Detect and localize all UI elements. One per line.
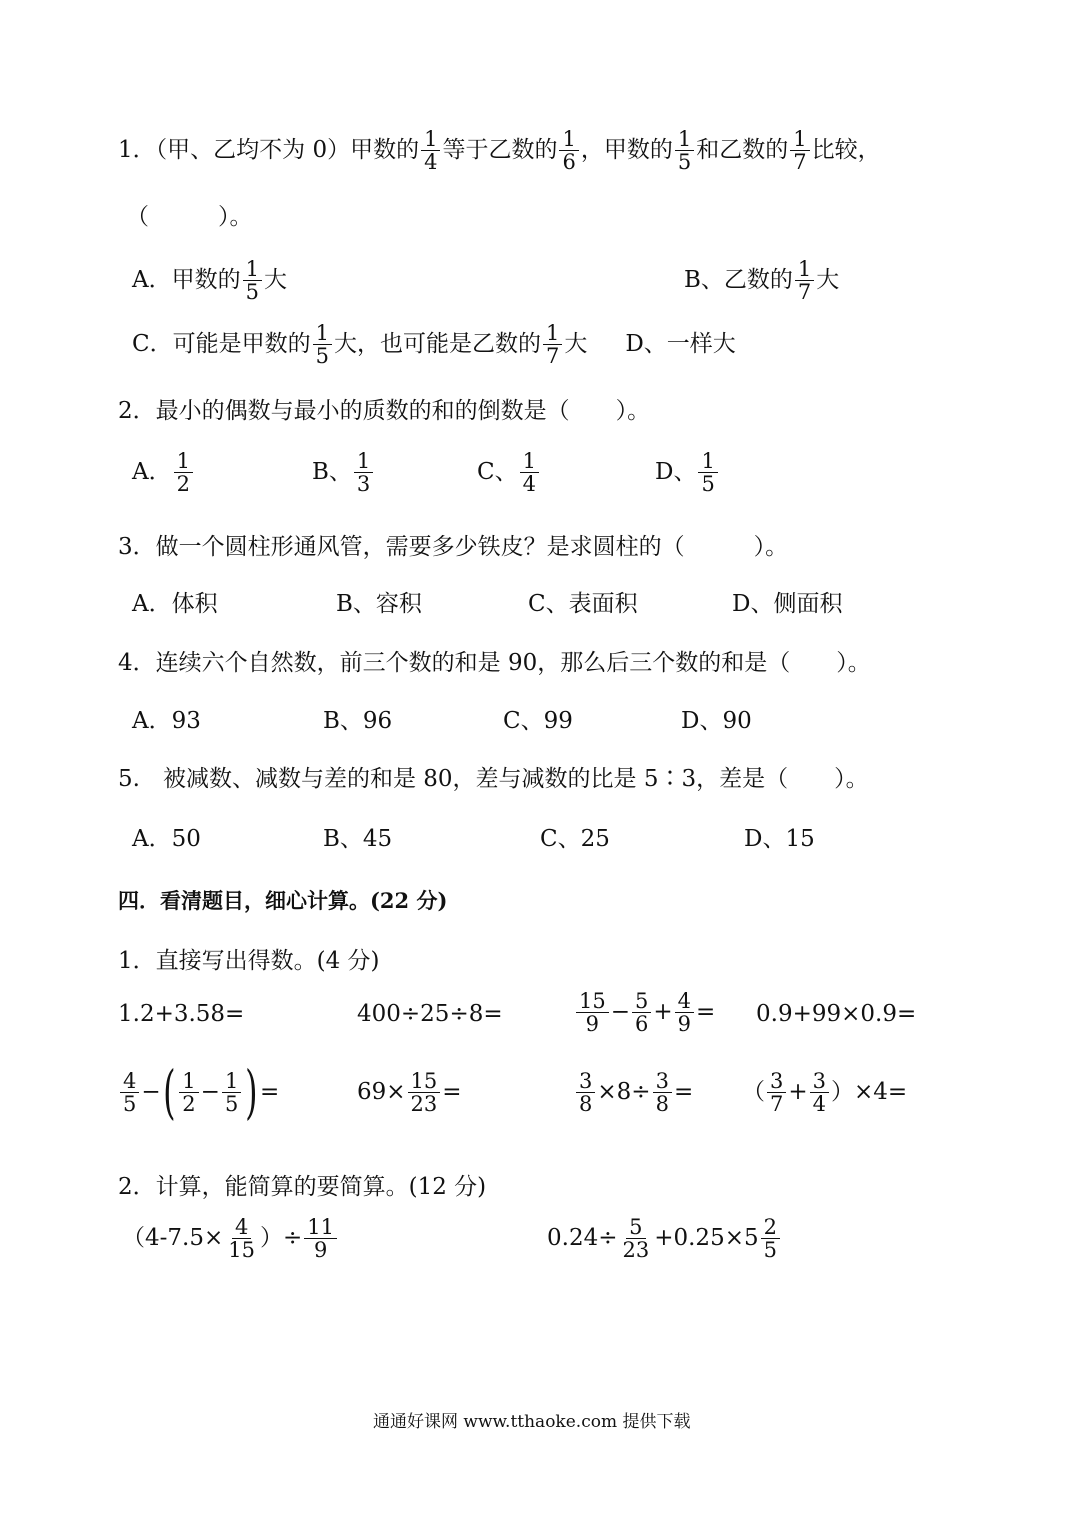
q1-fraction-3: 1 5 (675, 128, 694, 173)
calc2-expr-b-fraction-1: $\frac{5}{23}$ (622, 1215, 650, 1263)
calc1-expr-8-fraction-1: 3 7 (767, 1070, 786, 1115)
calc1-expr-8-op: + (788, 1079, 808, 1106)
q4-text-content: 4．连续六个自然数，前三个数的和是 90，那么后三个数的和是（ ）。 (118, 650, 871, 676)
q3-option-a-text: A．体积 (132, 591, 218, 617)
calc2-expr-b-fraction-2: 2 5 (761, 1216, 780, 1261)
calc1-expr-7-fraction-2: $\frac{3}{8}$ (653, 1070, 672, 1115)
q5-option-b-text: B、45 (323, 826, 393, 852)
q4-option-b (323, 710, 392, 733)
q2-option-a-fraction: 1 2 (174, 450, 193, 495)
q4-option-a-text: A．93 (132, 708, 201, 734)
q1-line (118, 128, 881, 173)
q5-text-content: 5. 被减数、减数与差的和是 80，差与减数的比是 5∶3，差是（ ）。 (118, 766, 869, 792)
q1-option-b-suffix: 大 (816, 267, 840, 294)
q4-option-a (132, 710, 201, 733)
q1-seg5: 比较， (811, 137, 881, 164)
q3-option-a (132, 593, 218, 616)
calc1-expr-4 (756, 1003, 916, 1026)
calc1-title (118, 950, 380, 973)
q3-option-d (732, 593, 842, 616)
calc1-title-text: 1．直接写出得数。(4 分) (118, 948, 380, 974)
calc1-expr-6-fraction: $\frac{15}{23}$ (408, 1070, 441, 1115)
q1-option-b-text: B、乙数的 (684, 267, 793, 294)
q5-option-a (132, 828, 201, 851)
q2-option-d (655, 450, 720, 495)
calc1-expr-5-left-paren: ( (162, 1058, 176, 1126)
q1-option-c-text: C．可能是甲数的 (132, 331, 311, 358)
calc2-title-text: 2．计算，能简算的要简算。(12 分) (118, 1174, 487, 1200)
q2-option-b-label: B、 (312, 459, 352, 486)
calc1-expr-6-eq: = (442, 1079, 462, 1106)
q5-option-c (540, 828, 610, 851)
q1-option-c-fraction-2: 1 7 (543, 322, 562, 367)
q2-text (118, 400, 650, 423)
calc1-expr-3-fraction-3: $\frac{4}{9}$ (675, 990, 694, 1035)
calc1-expr-7 (574, 1070, 693, 1115)
q4-option-d (681, 710, 752, 733)
q1-option-c-fraction-1: 1 5 (313, 322, 332, 367)
q1-blank (126, 206, 253, 229)
calc1-expr-4-text: 0.9+99×0.9= (756, 1001, 917, 1027)
q5-option-d-text: D、15 (744, 826, 815, 852)
q5-option-a-text: A．50 (132, 826, 201, 852)
calc1-expr-1 (118, 1003, 244, 1026)
q4-text (118, 652, 871, 675)
q1-fraction-4: 1 7 (790, 128, 809, 173)
calc1-expr-5-right-paren: ) (245, 1058, 258, 1126)
q1-seg3: ，甲数的 (580, 137, 673, 164)
q5-text (118, 768, 869, 791)
q5-option-c-text: C、25 (540, 826, 610, 852)
q2-option-a-label: A． (132, 459, 172, 486)
q1-option-c (132, 322, 736, 367)
calc1-expr-5-fraction-3: $\frac{1}{5}$ (222, 1070, 241, 1115)
calc1-expr-3 (574, 990, 715, 1035)
calc2-expr-b-prefix: 0.24÷ (547, 1225, 618, 1252)
q1-seg2: 等于乙数的 (442, 137, 558, 164)
calc2-expr-a-mid: ）÷ (260, 1225, 303, 1252)
q2-option-d-fraction: 1 5 (698, 450, 717, 495)
q1-option-a-fraction: 1 5 (243, 258, 262, 303)
q1-option-b-fraction: 1 7 (795, 258, 814, 303)
q4-option-c-text: C、99 (503, 708, 573, 734)
q1-option-d: D、一样大 (625, 331, 736, 358)
calc1-expr-5-fraction-1: 4 5 (120, 1070, 139, 1115)
calc1-expr-8-left-paren: （ (742, 1079, 765, 1106)
q4-option-d-text: D、90 (681, 708, 752, 734)
q1-option-a (132, 258, 287, 303)
calc2-expr-b-mid: +0.25×5 (654, 1225, 759, 1252)
q1-option-c-suffix: 大 (564, 331, 588, 358)
calc1-expr-5-op-1: − (141, 1078, 161, 1105)
q3-option-c (528, 593, 638, 616)
q1-option-a-text: A．甲数的 (132, 267, 241, 294)
q2-option-c-fraction: 1 4 (520, 450, 539, 495)
calc1-expr-5-fraction-2: 1 2 (179, 1070, 198, 1115)
calc1-expr-3-fraction-2: $\frac{5}{6}$ (632, 990, 651, 1035)
q1-fraction-2: 1 6 (559, 128, 578, 173)
calc1-expr-7-fraction-1: $\frac{3}{8}$ (576, 1070, 595, 1115)
q4-option-b-text: B、96 (323, 708, 393, 734)
q1-option-b (684, 258, 839, 303)
q3-option-c-text: C、表面积 (528, 591, 638, 617)
q2-option-c-label: C、 (477, 459, 518, 486)
calc1-expr-3-op-1: − (610, 999, 631, 1026)
calc1-expr-5 (118, 1058, 280, 1126)
calc2-expr-a (122, 1216, 339, 1261)
calc1-expr-1-text: 1.2+3.58= (118, 1001, 245, 1027)
calc2-expr-a-fraction-2: $\frac{11}{9}$ (304, 1216, 337, 1261)
q2-option-a (132, 450, 195, 495)
q5-option-d (744, 828, 815, 851)
q1-blank-text: （ ）。 (126, 204, 253, 230)
calc1-expr-7-mid: ×8÷ (597, 1079, 651, 1106)
calc2-expr-a-fraction-1: $\frac{4}{15}$ (228, 1215, 255, 1263)
q3-text (118, 536, 788, 559)
calc1-expr-8-suffix: ）×4= (831, 1079, 908, 1106)
q3-text-content: 3．做一个圆柱形通风管，需要多少铁皮？是求圆柱的（ ）。 (118, 534, 789, 560)
calc1-expr-8-fraction-2: $\frac{3}{4}$ (810, 1070, 829, 1115)
calc1-expr-2-text: 400÷25÷8= (357, 1001, 503, 1027)
page-footer-text: 通通好课网 www.tthaoke.com 提供下载 (373, 1412, 691, 1432)
calc1-expr-8 (742, 1070, 907, 1115)
q3-option-d-text: D、侧面积 (732, 591, 843, 617)
q1-seg1: 1．（甲、乙均不为 0）甲数的 (118, 137, 420, 164)
calc1-expr-2 (357, 1003, 503, 1026)
calc1-expr-5-op-2: − (200, 1078, 220, 1105)
q2-option-c (477, 450, 541, 495)
q2-text-content: 2．最小的偶数与最小的质数的和的倒数是（ ）。 (118, 398, 651, 424)
calc1-expr-6-prefix: 69× (357, 1079, 406, 1106)
q1-option-c-mid: 大，也可能是乙数的 (333, 331, 541, 358)
q1-fraction-1: 1 4 (421, 128, 440, 173)
section-4-title-text: 四．看清题目，细心计算。(22 分) (118, 888, 448, 913)
calc1-expr-3-eq: = (696, 999, 716, 1026)
calc2-expr-a-prefix: （4-7.5× (122, 1225, 224, 1252)
calc1-expr-6 (357, 1070, 462, 1115)
calc1-expr-3-fraction-1: 15 9 (576, 990, 609, 1035)
page-footer (373, 1414, 690, 1431)
q2-option-b-fraction: 1 3 (354, 450, 373, 495)
q1-seg4: 和乙数的 (696, 137, 789, 164)
calc2-expr-b (547, 1216, 782, 1261)
calc1-expr-7-eq: = (673, 1079, 694, 1106)
q3-option-b-text: B、容积 (336, 591, 422, 617)
q4-option-c (503, 710, 573, 733)
calc1-expr-3-op-2: + (653, 999, 673, 1026)
section-4-title (118, 890, 447, 911)
q2-option-d-label: D、 (655, 459, 697, 486)
calc1-expr-5-eq: = (259, 1078, 280, 1105)
q5-option-b (323, 828, 392, 851)
calc2-title (118, 1176, 486, 1199)
q1-option-a-suffix: 大 (264, 267, 287, 294)
q3-option-b (336, 593, 422, 616)
q2-option-b (312, 450, 375, 495)
